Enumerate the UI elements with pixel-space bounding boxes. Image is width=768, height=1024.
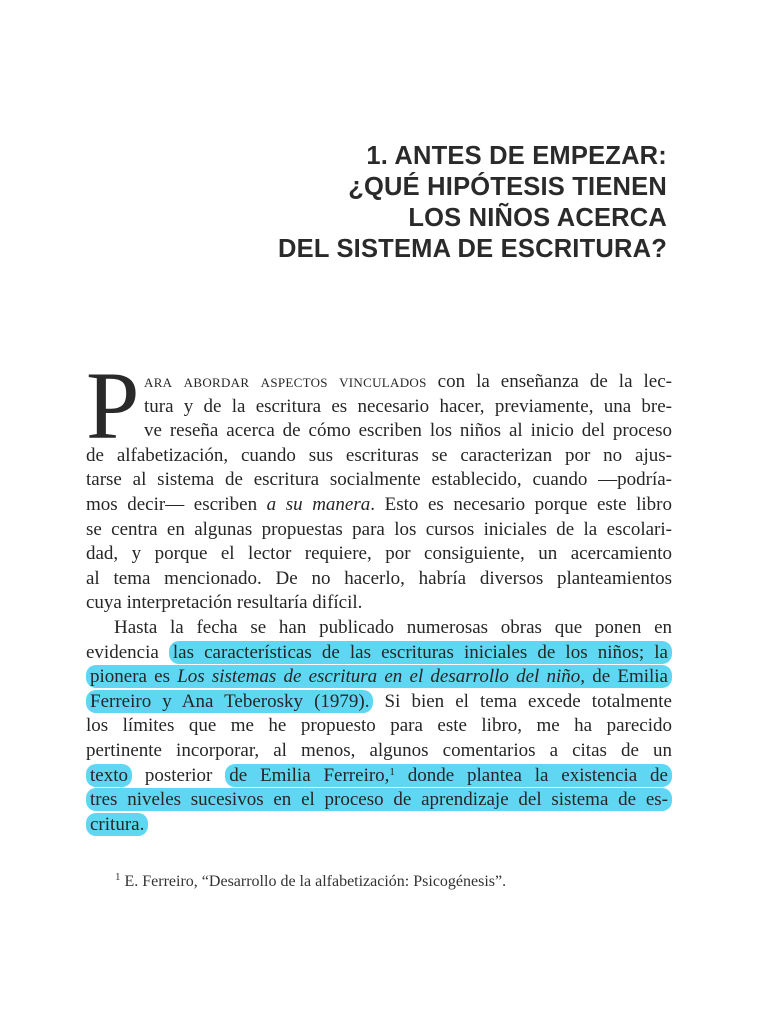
highlight: critura.	[86, 813, 148, 836]
highlight: Ferreiro y Ana Teberosky (1979).	[86, 690, 373, 713]
drop-cap: P	[86, 352, 140, 459]
text-line: mos decir— escriben a su manera. Esto es necesario porque este libro	[86, 493, 672, 515]
highlight: pionera es Los sistemas de escritura en el desarrollo del niño, de Emilia	[86, 665, 672, 688]
chapter-title-line-2: ¿QUÉ HIPÓTESIS TIENEN	[348, 173, 667, 201]
text-line: evidencia las características de las escrituras iniciales de los niños; la	[86, 641, 672, 666]
text-line: ve reseña acerca de cómo escriben los niños al inicio del proceso	[144, 420, 672, 442]
highlight: texto	[86, 764, 132, 787]
highlight: las características de las escrituras iniciales de los niños; la	[169, 641, 672, 664]
text-line: dad, y porque el lector requiere, por consiguiente, un acercamiento	[86, 543, 672, 565]
text-line: los límites que me he propuesto para este libro, me ha parecido	[86, 715, 672, 737]
paragraph-1-intro	[144, 370, 672, 444]
text-line: ara abordar aspectos vinculados con la enseñanza de la lec-	[144, 371, 672, 392]
text-line	[86, 665, 672, 690]
emphasis: a su manera	[266, 493, 371, 515]
text-line: se centra en algunas propuestas para los cursos iniciales de la escolari-	[86, 518, 672, 540]
text-line: tura y de la escritura es necesario hacer, previamente, una bre-	[144, 395, 672, 417]
text-line: cuya interpretación resultaría difícil.	[86, 592, 363, 614]
text-line: Ferreiro y Ana Teberosky (1979). Si bien el tema excede totalmente	[86, 690, 672, 715]
text-line	[86, 788, 672, 813]
text-line: texto posterior de Emilia Ferreiro,$^1$ donde plantea la existencia de	[86, 764, 672, 789]
footnote	[115, 873, 506, 891]
text-line: pertinente incorporar, al menos, algunos comentarios a citas de un	[86, 739, 672, 761]
footnote-ref: 1	[389, 765, 395, 778]
highlight: tres niveles sucesivos en el proceso de aprendizaje del sistema de es-	[86, 788, 672, 811]
text-line: al tema mencionado. De no hacerlo, habría diversos planteamientos	[86, 567, 672, 589]
text-line	[86, 813, 672, 838]
chapter-title-line-4: DEL SISTEMA DE ESCRITURA?	[278, 235, 667, 263]
text-line: de alfabetización, cuando sus escrituras se caracterizan por no ajus-	[86, 444, 672, 466]
text-line: Hasta la fecha se han publicado numerosas obras que ponen en	[114, 616, 672, 638]
footnote-text: E. Ferreiro, “Desarrollo de la alfabetización: Psicogénesis”.	[120, 873, 507, 890]
chapter-title-line-3: LOS NIÑOS ACERCA	[408, 204, 667, 232]
chapter-title	[278, 141, 667, 265]
book-title: Los sistemas de escritura en el desarrollo del niño,	[177, 666, 586, 688]
smallcaps-lead: ara abordar aspectos vinculados	[144, 371, 427, 392]
text-line: tarse al sistema de escritura socialmente establecido, cuando —podría-	[86, 469, 672, 491]
body-text	[86, 370, 672, 837]
chapter-title-line-1: 1. ANTES DE EMPEZAR:	[366, 142, 667, 170]
highlight: de Emilia Ferreiro,$^1$ donde plantea la existencia de	[225, 764, 672, 787]
footnote-marker: 1	[115, 871, 121, 883]
